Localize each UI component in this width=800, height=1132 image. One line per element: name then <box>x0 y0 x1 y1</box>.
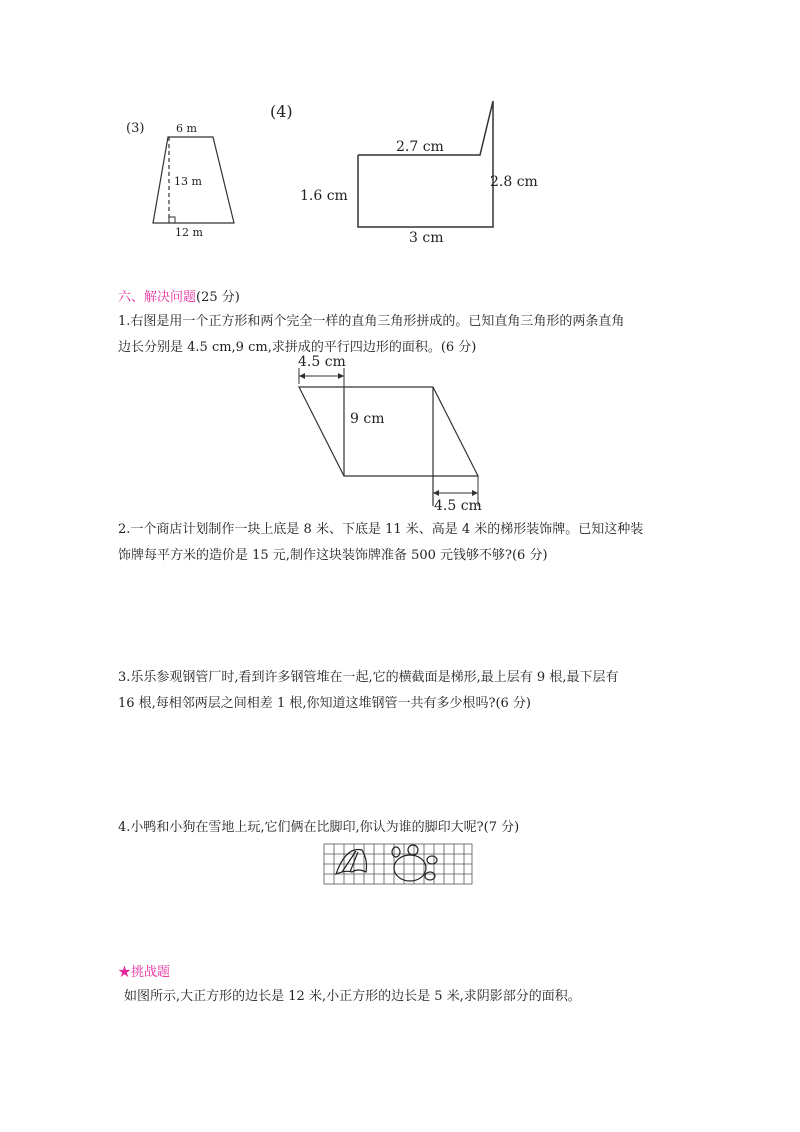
challenge-title: 挑战题 <box>131 965 171 980</box>
section-heading <box>118 285 240 311</box>
trapezoid-bottom-label: 12 m <box>175 226 203 239</box>
question-3-line-2: 16 根,每相邻两层之间相差 1 根,你知道这堆钢管一共有多少根吗?(6 分) <box>118 696 531 711</box>
parallelogram-top-label: 4.5 cm <box>298 354 346 370</box>
dimension-arrow-bottom-right <box>472 490 478 496</box>
figure-footprint-grid <box>320 842 480 888</box>
question-2-line-1: 2.一个商店计划制作一块上底是 8 米、下底是 11 米、高是 4 米的梯形装饰牌。已知这种装 <box>118 522 644 537</box>
trapezoid-height-label: 13 m <box>174 175 202 188</box>
section-score: (25 分) <box>196 290 240 305</box>
composite-top-label: 2.7 cm <box>396 139 444 155</box>
figure-trapezoid <box>118 110 248 240</box>
right-angle-mark <box>169 217 175 223</box>
trapezoid-top-label: 6 m <box>176 122 197 135</box>
figure-parallelogram <box>290 350 510 520</box>
dimension-arrow-top-right <box>338 373 344 379</box>
star-icon: ★ <box>118 965 132 980</box>
question-3-line-1: 3.乐乐参观钢管厂时,看到许多钢管堆在一起,它的横截面是梯形,最上层有 9 根,最下层有 <box>118 670 619 685</box>
question-4-line-1: 4.小鸭和小狗在雪地上玩,它们俩在比脚印,你认为谁的脚印大呢?(7 分) <box>118 820 520 835</box>
challenge-heading <box>118 960 170 986</box>
figure-4-number: (4) <box>270 102 293 121</box>
question-1-line-2: 边长分别是 4.5 cm,9 cm,求拼成的平行四边形的面积。(6 分) <box>118 340 477 355</box>
composite-left-label: 1.6 cm <box>300 188 348 204</box>
challenge-text: 如图所示,大正方形的边长是 12 米,小正方形的边长是 5 米,求阴影部分的面积。 <box>124 989 581 1004</box>
figure-composite <box>268 95 568 250</box>
dimension-arrow-bottom-left <box>433 490 439 496</box>
figure-3-number: (3) <box>126 121 145 136</box>
composite-right-label: 2.8 cm <box>490 174 538 190</box>
duck-footprint <box>336 850 367 875</box>
question-1-line-1: 1.右图是用一个正方形和两个完全一样的直角三角形拼成的。已知直角三角形的两条直角 <box>118 314 625 329</box>
parallelogram-shape <box>299 387 478 476</box>
parallelogram-mid-label: 9 cm <box>350 411 385 427</box>
question-2-line-2: 饰牌每平方米的造价是 15 元,制作这块装饰牌准备 500 元钱够不够?(6 分) <box>118 548 548 563</box>
question-3 <box>118 665 618 717</box>
composite-shape <box>358 101 493 227</box>
parallelogram-bottom-label: 4.5 cm <box>434 498 482 514</box>
question-2 <box>118 517 643 569</box>
grid-lines <box>324 844 472 884</box>
dimension-arrow-top-left <box>299 373 305 379</box>
composite-bottom-label: 3 cm <box>409 230 444 246</box>
question-4 <box>118 815 519 841</box>
section-title: 六、解决问题 <box>118 290 197 305</box>
dog-footprint <box>392 845 437 881</box>
